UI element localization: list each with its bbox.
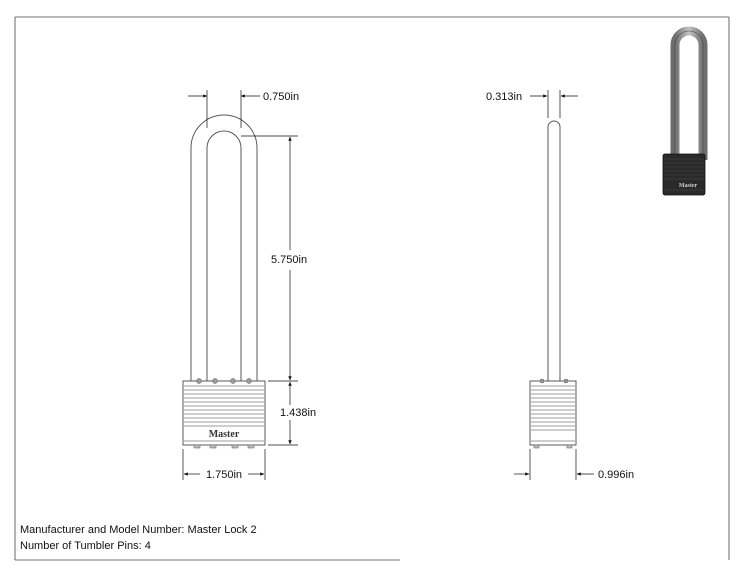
preview-brand-label: Master: [678, 183, 698, 189]
front-brand-label: Master: [208, 429, 240, 440]
side-view: [486, 90, 634, 481]
side-shackle: [548, 121, 560, 381]
side-lock-body: [530, 379, 576, 448]
dim-label-shackle-height: 5.750in: [271, 254, 308, 266]
padlock-preview-thumbnail: [663, 31, 705, 195]
front-lock-body: [183, 379, 265, 449]
front-view: [183, 90, 316, 481]
dim-body-depth: [514, 449, 594, 480]
dim-label-body-width: 1.750in: [205, 469, 243, 481]
front-shackle: [191, 115, 257, 381]
tumbler-pins-note: Number of Tumbler Pins: 4: [20, 540, 151, 552]
dim-label-shackle-diameter: 0.313in: [486, 91, 523, 103]
dim-label-body-height: 1.438in: [280, 407, 317, 419]
dim-shackle-diameter: [530, 90, 578, 118]
manufacturer-model-note: Manufacturer and Model Number: Master Lock 2: [20, 524, 257, 536]
dim-label-body-depth: 0.996in: [598, 469, 635, 481]
dim-label-shackle-clearance: 0.750in: [263, 91, 300, 103]
dim-shackle-clearance: [188, 90, 260, 128]
